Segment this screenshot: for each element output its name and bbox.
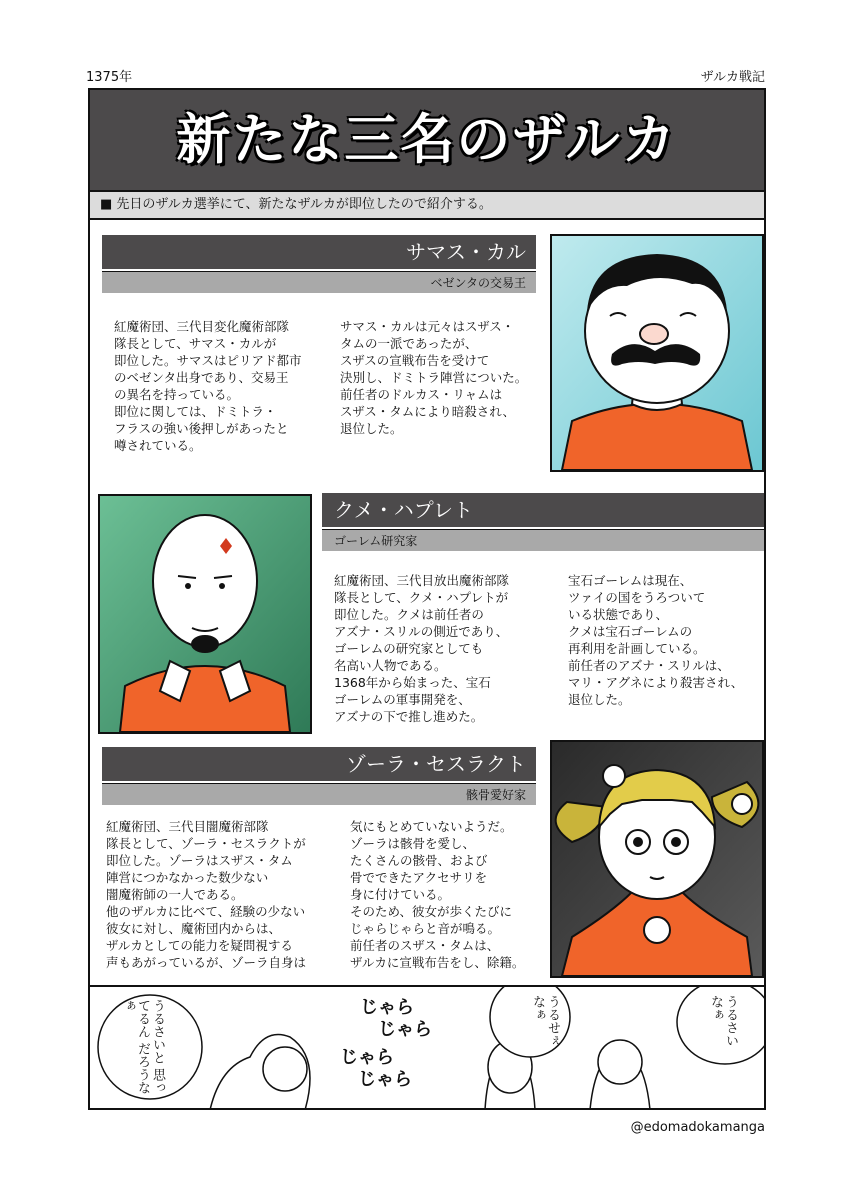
portrait-kume <box>98 494 312 734</box>
sfx-jara-2: じゃら じゃら <box>340 1047 412 1090</box>
year-label: 1375年 <box>86 70 133 85</box>
page-title: 新たな三名のザルカ <box>176 108 678 171</box>
comic-strip <box>90 985 764 1108</box>
speech-bubble-2: うるせぇ なぁ <box>530 995 560 1047</box>
portrait-samas <box>550 234 764 472</box>
sfx-jara-1: じゃら じゃら <box>360 997 432 1040</box>
author-credit: @edomadokamanga <box>630 1120 765 1135</box>
article-frame <box>88 88 766 1110</box>
profile-3-name: ゾーラ・セスラクト <box>102 747 536 781</box>
profile-1-name: サマス・カル <box>102 235 536 269</box>
profile-2-name: クメ・ハプレト <box>322 493 764 527</box>
speech-bubble-3: うるさい なぁ <box>708 995 738 1047</box>
profile-2-epithet: ゴーレム研究家 <box>322 529 764 551</box>
thought-bubble-1: うるさいと 思ってるん だろうなぁ <box>120 999 165 1095</box>
portrait-zora <box>550 740 764 978</box>
series-label: ザルカ戦記 <box>700 70 765 85</box>
profile-3-epithet: 骸骨愛好家 <box>102 783 536 805</box>
profile-3-text-right: 気にもとめていないようだ。 ゾーラは骸骨を愛し、 たくさんの骸骨、および 骨でできたアクセサリを 身に付けている。 そのため、彼女が歩くたびに じゃらじゃらと音が鳴る。 前任者のスザス・タムは、 ザルカに宣戦布告をし、除籍。 <box>350 819 525 970</box>
intro-text: ■ 先日のザルカ選挙にて、新たなザルカが即位したので紹介する。 <box>90 190 764 220</box>
profile-2-text-left: 紅魔術団、三代目放出魔術部隊 隊長として、クメ・ハプレトが 即位した。クメは前任者の アズナ・スリルの側近であり、 ゴーレムの研究家としても 名高い人物である。 1368年から始まった、宝石 ゴーレムの軍事開発を、 アズナの下で推し進めた。 <box>334 573 510 724</box>
profile-3-text-left: 紅魔術団、三代目闇魔術部隊 隊長として、ゾーラ・セスラクトが 即位した。ゾーラはスザス・タム 陣営につかなかった数少ない 闇魔術師の一人である。 他のザルカに比べて、経験の少ない 彼女に対し、魔術団内からは、 ザルカとしての能力を疑問視する 声もあがっているが、ゾーラ自身は <box>106 819 307 970</box>
profile-1-text-right: サマス・カルは元々はスザス・ タムの一派であったが、 スザスの宣戦布告を受けて 決別し、ドミトラ陣営についた。 前任者のドルカス・リャムは スザス・タムにより暗殺され、 退位した。 <box>340 319 528 436</box>
profile-1-epithet: ベゼンタの交易王 <box>102 271 536 293</box>
profile-1-text-left: 紅魔術団、三代目変化魔術部隊 隊長として、サマス・カルが 即位した。サマスはピリアド都市 のベゼンタ出身であり、交易王 の異名を持っている。 即位に関しては、ドミトラ・ フラスの強い後押しがあったと 噂されている。 <box>114 319 302 453</box>
profile-2-text-right: 宝石ゴーレムは現在、 ツァイの国をうろついて いる状態であり、 クメは宝石ゴーレムの 再利用を計画している。 前任者のアズナ・スリルは、 マリ・アグネにより殺害され、 退位した。 <box>568 573 744 707</box>
